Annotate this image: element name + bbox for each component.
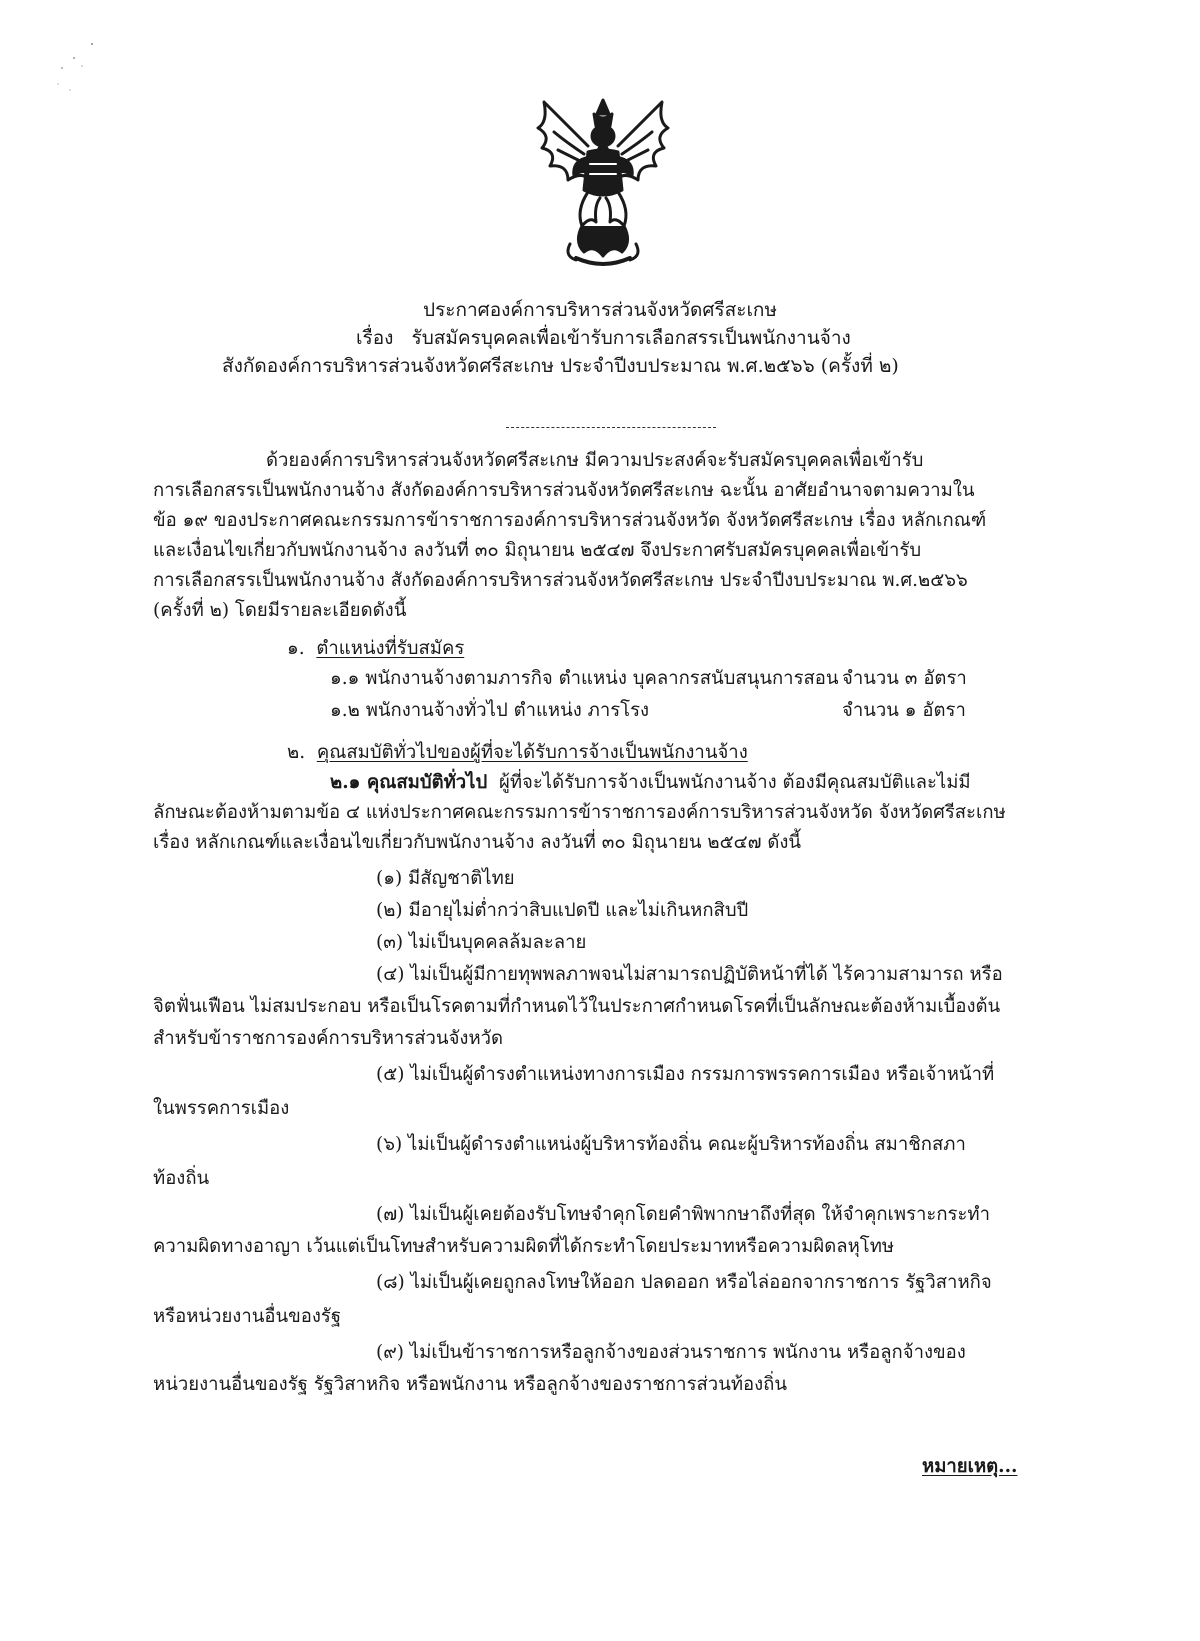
garuda-emblem-icon — [524, 92, 682, 272]
section-1-title: ตำแหน่งที่รับสมัคร — [316, 638, 465, 659]
qualification-item: (๓) ไม่เป็นบุคคลล้มละลาย — [376, 932, 587, 953]
qualification-item-continued: ท้องถิ่น — [153, 1168, 210, 1189]
qualification-item-continued: ในพรรคการเมือง — [153, 1098, 290, 1119]
qualification-item: (๔) ไม่เป็นผู้มีกายทุพพลภาพจนไม่สามารถปฏิบัติหน้าที่ได้ ไร้ความสามารถ หรือ — [376, 964, 1003, 985]
qualification-item: (๑) มีสัญชาติไทย — [376, 868, 515, 889]
qualification-sub-text: ผู้ที่จะได้รับการจ้างเป็นพนักงานจ้าง ต้องมีคุณสมบัติและไม่มี — [499, 772, 971, 793]
section-2-number: ๒. — [287, 742, 306, 763]
qualification-line: ลักษณะต้องห้ามตามข้อ ๔ แห่งประกาศคณะกรรมการข้าราชการองค์การบริหารส่วนจังหวัด จังหวัดศรีสะเกษ — [153, 802, 1006, 823]
intro-line: การเลือกสรรเป็นพนักงานจ้าง สังกัดองค์การบริหารส่วนจังหวัดศรีสะเกษ ฉะนั้น อาศัยอำนาจตามความใน — [153, 480, 975, 501]
section-1-heading — [287, 636, 464, 662]
qualification-item-continued: สำหรับข้าราชการองค์การบริหารส่วนจังหวัด — [153, 1028, 504, 1049]
subject-text: รับสมัครบุคคลเพื่อเข้ารับการเลือกสรรเป็นพนักงานจ้าง — [411, 327, 851, 349]
intro-line: (ครั้งที่ ๒) โดยมีรายละเอียดดังนี้ — [153, 600, 407, 621]
position-item: ๑.๒ พนักงานจ้างทั่วไป ตำแหน่ง ภารโรง — [330, 700, 650, 721]
qualification-item-continued: หน่วยงานอื่นของรัฐ รัฐวิสาหกิจ หรือพนักงาน หรือลูกจ้างของราชการส่วนท้องถิ่น — [153, 1374, 788, 1395]
qualification-item: (๖) ไม่เป็นผู้ดำรงตำแหน่งผู้บริหารท้องถิ่น คณะผู้บริหารท้องถิ่น สมาชิกสภา — [376, 1134, 966, 1155]
section-1-number: ๑. — [287, 638, 305, 659]
intro-line: ด้วยองค์การบริหารส่วนจังหวัดศรีสะเกษ มีความประสงค์จะรับสมัครบุคคลเพื่อเข้ารับ — [266, 450, 924, 471]
position-count: จำนวน ๑ อัตรา — [842, 700, 966, 721]
intro-line: และเงื่อนไขเกี่ยวกับพนักงานจ้าง ลงวันที่ ๓๐ มิถุนายน ๒๕๔๗ จึงประกาศรับสมัครบุคคลเพื่อเข้ารับ — [153, 540, 922, 561]
subject-label: เรื่อง — [356, 327, 394, 349]
intro-line: การเลือกสรรเป็นพนักงานจ้าง สังกัดองค์การบริหารส่วนจังหวัดศรีสะเกษ ประจำปีงบประมาณ พ.ศ.๒๕๖๖ — [153, 570, 968, 591]
position-count: จำนวน ๓ อัตรา — [842, 668, 967, 689]
qualification-sub-label: ๒.๑ คุณสมบัติทั่วไป — [330, 772, 488, 793]
qualification-intro — [330, 770, 971, 796]
document-title: ประกาศองค์การบริหารส่วนจังหวัดศรีสะเกษ — [423, 299, 777, 321]
qualification-line: เรื่อง หลักเกณฑ์และเงื่อนไขเกี่ยวกับพนักงานจ้าง ลงวันที่ ๓๐ มิถุนายน ๒๕๔๗ ดังนี้ — [153, 832, 802, 853]
next-page-marker: หมายเหตุ... — [922, 1456, 1018, 1477]
qualification-item-continued: ความผิดทางอาญา เว้นแต่เป็นโทษสำหรับความผิดที่ได้กระทำโดยประมาทหรือความผิดลหุโทษ — [153, 1236, 895, 1257]
qualification-item: (๕) ไม่เป็นผู้ดำรงตำแหน่งทางการเมือง กรรมการพรรคการเมือง หรือเจ้าหน้าที่ — [376, 1064, 995, 1085]
qualification-item: (๗) ไม่เป็นผู้เคยต้องรับโทษจำคุกโดยคำพิพากษาถึงที่สุด ให้จำคุกเพราะกระทำ — [376, 1204, 990, 1225]
section-2-title: คุณสมบัติทั่วไปของผู้ที่จะได้รับการจ้างเป็นพนักงานจ้าง — [316, 742, 748, 763]
position-item: ๑.๑ พนักงานจ้างตามภารกิจ ตำแหน่ง บุคลากรสนับสนุนการสอน — [330, 668, 839, 689]
subject-line-1 — [356, 324, 851, 352]
section-2-heading — [287, 740, 748, 766]
subject-line-2: สังกัดองค์การบริหารส่วนจังหวัดศรีสะเกษ ประจำปีงบประมาณ พ.ศ.๒๕๖๖ (ครั้งที่ ๒) — [222, 355, 899, 377]
title-divider — [506, 427, 716, 428]
qualification-item: (๙) ไม่เป็นข้าราชการหรือลูกจ้างของส่วนราชการ พนักงาน หรือลูกจ้างของ — [376, 1342, 966, 1363]
scan-noise — [52, 40, 112, 100]
qualification-item-continued: หรือหน่วยงานอื่นของรัฐ — [153, 1306, 342, 1327]
qualification-item: (๒) มีอายุไม่ต่ำกว่าสิบแปดปี และไม่เกินหกสิบปี — [376, 900, 749, 921]
qualification-item: (๘) ไม่เป็นผู้เคยถูกลงโทษให้ออก ปลดออก หรือไล่ออกจากราชการ รัฐวิสาหกิจ — [376, 1272, 992, 1293]
intro-line: ข้อ ๑๙ ของประกาศคณะกรรมการข้าราชการองค์การบริหารส่วนจังหวัด จังหวัดศรีสะเกษ เรื่อง หลักเกณฑ์ — [153, 510, 987, 531]
qualification-item-continued: จิตฟั่นเฟือน ไม่สมประกอบ หรือเป็นโรคตามที่กำหนดไว้ในประกาศกำหนดโรคที่เป็นลักษณะต้องห้ามเบื้องต้น — [153, 996, 1001, 1017]
